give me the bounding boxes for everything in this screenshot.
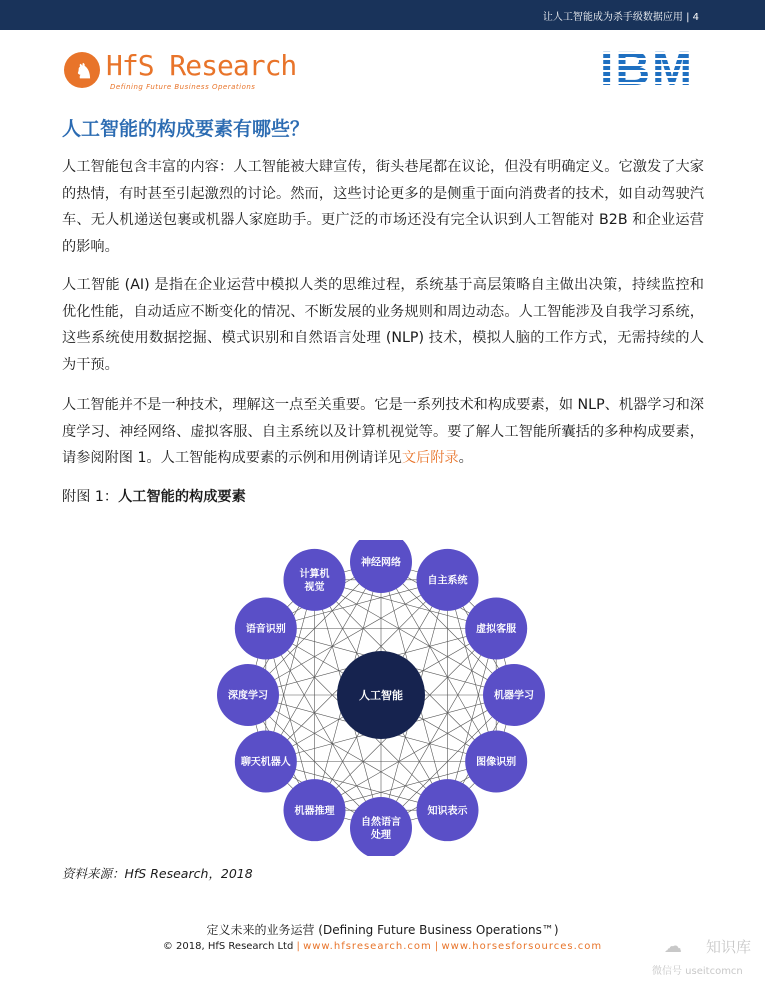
figure-source: 资料来源：HfS Research，2018 — [62, 866, 253, 881]
node-label-line: 处理 — [371, 830, 391, 842]
section-heading: 人工智能的构成要素有哪些？ — [62, 118, 310, 140]
component-node — [465, 731, 527, 793]
hfs-research-logo — [64, 47, 304, 97]
running-title: 让人工智能成为杀手级数据应用 | 4 — [542, 12, 699, 23]
footer-url-hfs-sources[interactable]: www.horsesforsources.com — [441, 941, 603, 952]
component-node — [483, 664, 545, 726]
node-label-line: 视觉 — [304, 581, 325, 593]
component-node — [235, 598, 297, 660]
component-node — [417, 779, 479, 841]
hfs-logo-name: HfS Research — [106, 49, 297, 82]
node-label-line: 聊天机器人 — [240, 757, 291, 769]
paragraph-3 — [62, 392, 704, 472]
footer-tagline: 定义未来的业务运营 (Defining Future Business Operations™) — [206, 923, 559, 937]
paragraph-1: 人工智能包含丰富的内容：人工智能被大肆宣传，街头巷尾都在议论，但没有明确定义。它激发了大家的热情，有时甚至引起激烈的讨论。然而，这些讨论更多的是侧重于面向消费者的技术，如自动驾驶汽车、无人机递送包裹或机器人家庭助手。更广泛的市场还没有完全认识到人工智能对 B2B 和企业运营的影响。 — [62, 159, 704, 255]
node-label-line: 语音识别 — [245, 624, 286, 636]
paragraph-2: 人工智能 (AI) 是指在企业运营中模拟人类的思维过程，系统基于高层策略自主做出决策，持续监控和优化性能，自动适应不断变化的情况、不断发展的业务规则和周边动态。人工智能涉及自我学习系统，这些系统使用数据挖掘、模式识别和自然语言处理 (NLP) 技术，模拟人脑的工作方式，无需持续的人为干预。 — [62, 277, 704, 373]
component-node — [235, 731, 297, 793]
hfs-logo-tagline: Defining Future Business Operations — [110, 83, 256, 91]
node-label-line: 自然语言 — [361, 817, 401, 829]
wechat-icon: ☁ — [664, 936, 682, 957]
component-node — [350, 797, 412, 856]
node-label-line: 虚拟客服 — [476, 624, 517, 636]
component-node — [465, 598, 527, 660]
node-label-line: 深度学习 — [228, 690, 268, 702]
ibm-logo-text: IBM — [600, 48, 712, 92]
wechat-watermark — [650, 932, 760, 982]
component-node — [284, 779, 346, 841]
top-banner — [0, 0, 765, 30]
paragraph-3-text: 人工智能并不是一种技术，理解这一点至关重要。它是一系列技术和构成要素，如 NLP、机器学习和深度学习、神经网络、虚拟客服、自主系统以及计算机视觉等。要了解人工智能所囊括的多种构成要素，请参阅附图 1。人工智能构成要素的示例和用例请详见 — [62, 397, 704, 466]
node-label-line: 机器推理 — [294, 805, 335, 817]
watermark-id: 微信号 useitcomcn — [652, 966, 743, 977]
footer-url-hfs[interactable]: www.hfsresearch.com — [303, 941, 432, 952]
node-label-line: 计算机 — [299, 568, 330, 580]
node-label-line: 知识表示 — [427, 805, 468, 817]
node-label-line: 图像识别 — [476, 757, 517, 769]
center-node — [337, 651, 425, 739]
ibm-logo — [600, 43, 712, 96]
figure-caption-title: 人工智能的构成要素 — [118, 489, 246, 505]
component-node — [284, 549, 346, 611]
footer-copyright: © 2018, HfS Research Ltd — [162, 941, 294, 952]
figure-caption — [62, 486, 246, 506]
figure-caption-prefix: 附图 1： — [62, 489, 119, 505]
component-node — [417, 549, 479, 611]
ai-components-diagram — [210, 540, 552, 856]
node-label-line: 人工智能 — [359, 688, 403, 702]
node-label-line: 神经网络 — [361, 557, 401, 569]
node-label-line: 自主系统 — [427, 575, 468, 587]
hfs-horse-icon: ♞ — [64, 52, 100, 88]
node-label-line: 机器学习 — [494, 690, 534, 702]
footer-links: © 2018, HfS Research Ltd | www.hfsresearch.com | www.horsesforsources.com — [162, 941, 603, 952]
appendix-link[interactable]: 文后附录 — [401, 450, 459, 466]
watermark-name: 知识库 — [706, 938, 752, 956]
paragraph-3-end: 。 — [458, 450, 473, 466]
component-node — [350, 540, 412, 593]
component-node — [217, 664, 279, 726]
